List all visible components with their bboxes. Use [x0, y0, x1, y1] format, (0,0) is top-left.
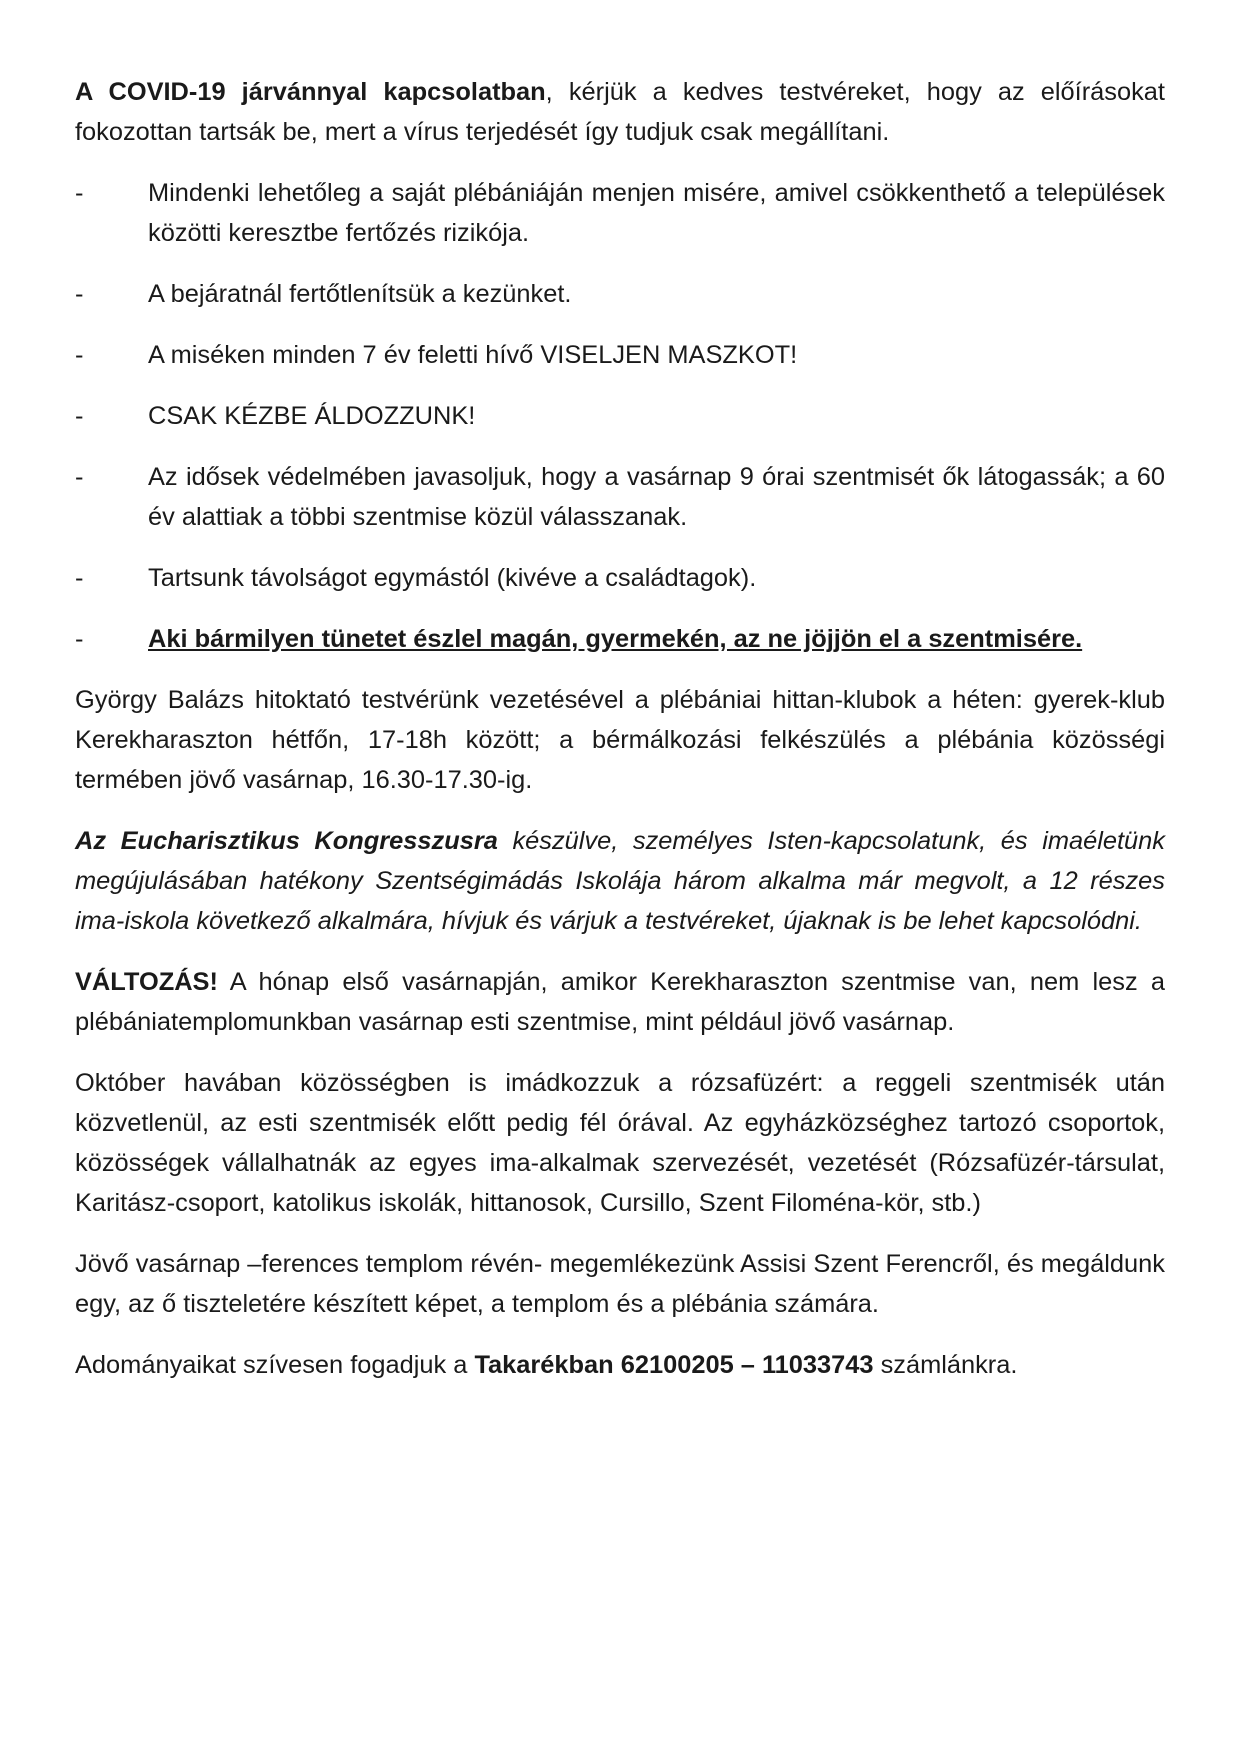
list-item — [75, 274, 1165, 314]
hittan-paragraph: György Balázs hitoktató testvérünk vezetésével a plébániai hittan-klubok a héten: gyerek-klub Kerekharaszton hétfőn, 17-18h között; a bérmálkozási felkészülés a plébánia közösségi termében jövő vasárnap, 16.30-17.30-ig. — [75, 686, 1165, 794]
covid-rules-list — [75, 173, 1165, 659]
covid-intro-text: , kérjük a kedves testvéreket, hogy az előírásokat fokozottan tartsák be, mert a vírus terjedését így tudjuk csak megállítani. — [75, 78, 1165, 146]
list-item-text: Az idősek védelmében javasoljuk, hogy a vasárnap 9 órai szentmisét ők látogassák; a 60 év alattiak a többi szentmise közül válasszanak. — [148, 463, 1165, 531]
list-item-text: A miséken minden 7 év feletti hívő VISELJEN MASZKOT! — [148, 341, 798, 369]
eucharistic-paragraph — [75, 821, 1165, 941]
covid-intro-lead: A COVID-19 járvánnyal kapcsolatban — [75, 78, 546, 106]
list-item — [75, 335, 1165, 375]
list-item — [75, 396, 1165, 436]
change-notice-lead: VÁLTOZÁS! — [75, 968, 218, 996]
bullet-dash: - — [75, 402, 84, 430]
donation-text-pre: Adományaikat szívesen fogadjuk a — [75, 1351, 475, 1379]
bullet-dash: - — [75, 564, 84, 592]
donation-paragraph — [75, 1345, 1165, 1385]
bullet-dash: - — [75, 341, 84, 369]
bullet-dash: - — [75, 463, 84, 491]
eucharistic-text: készülve, személyes Isten-kapcsolatunk, és imaéletünk megújulásában hatékony Szentségimádás Iskolája három alkalma már megvolt, a 12 részes ima-iskola következő alkalmára, hívjuk és várjuk a testvéreket, újaknak is be lehet kapcsolódni. — [75, 827, 1165, 935]
change-notice-paragraph — [75, 962, 1165, 1042]
announcement-document — [75, 72, 1165, 1406]
list-item-text: A bejáratnál fertőtlenítsük a kezünket. — [148, 280, 572, 308]
list-item — [75, 558, 1165, 598]
bullet-dash: - — [75, 179, 84, 207]
eucharistic-lead: Az Eucharisztikus Kongresszusra — [75, 827, 498, 855]
bank-account-number: Takarékban 62100205 – 11033743 — [474, 1351, 874, 1379]
list-item-text: CSAK KÉZBE ÁLDOZZUNK! — [148, 402, 476, 430]
list-item — [75, 173, 1165, 253]
donation-text-post: számlánkra. — [873, 1351, 1018, 1379]
bullet-dash: - — [75, 625, 84, 653]
change-notice-text: A hónap első vasárnapján, amikor Kerekharaszton szentmise van, nem lesz a plébániatemplomunkban vasárnap esti szentmise, mint például jövő vasárnap. — [75, 968, 1165, 1036]
list-item-text: Mindenki lehetőleg a saját plébániáján menjen misére, amivel csökkenthető a települések közötti keresztbe fertőzés rizikója. — [148, 179, 1165, 247]
covid-intro-paragraph — [75, 72, 1165, 152]
francis-paragraph: Jövő vasárnap –ferences templom révén- megemlékezünk Assisi Szent Ferencről, és megáldunk egy, az ő tiszteletére készített képet, a templom és a plébánia számára. — [75, 1250, 1165, 1318]
rosary-paragraph: Október havában közösségben is imádkozzuk a rózsafüzért: a reggeli szentmisék után közvetlenül, az esti szentmisék előtt pedig fél órával. Az egyházközséghez tartozó csoportok, közösségek vállalhatnák az egyes ima-alkalmak szervezését, vezetését (Rózsafüzér-társulat, Karitász-csoport, katolikus iskolák, hittanosok, Cursillo, Szent Filoména-kör, stb.) — [75, 1069, 1165, 1217]
list-item — [75, 619, 1165, 659]
list-item — [75, 457, 1165, 537]
bullet-dash: - — [75, 280, 84, 308]
symptoms-warning-text: Aki bármilyen tünetet észlel magán, gyermekén, az ne jöjjön el a szentmisére. — [148, 625, 1083, 653]
list-item-text: Tartsunk távolságot egymástól (kivéve a családtagok). — [148, 564, 757, 592]
